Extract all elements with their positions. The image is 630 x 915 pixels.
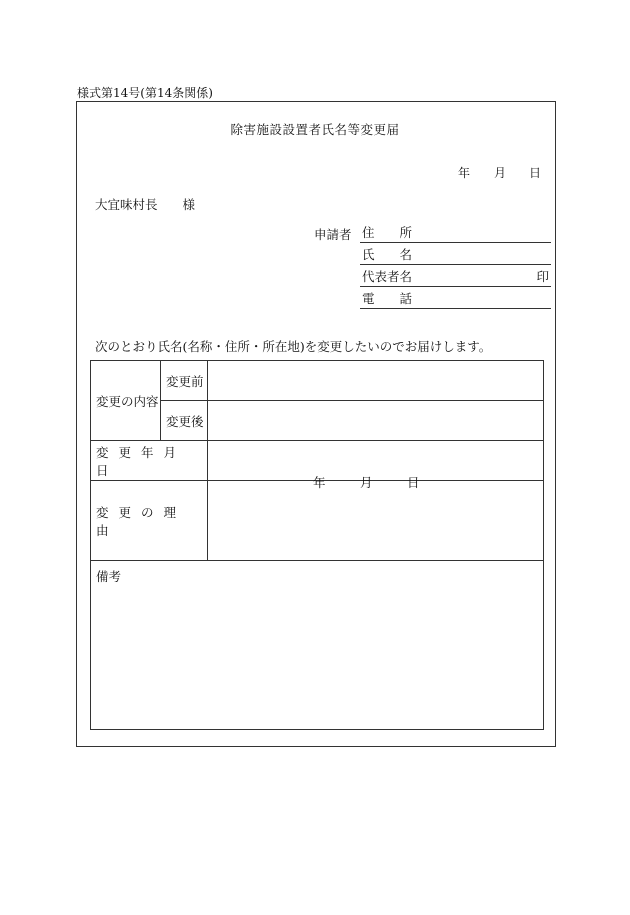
- date-month-label: 月: [494, 166, 507, 180]
- addressee: 大宜味村長 様: [95, 197, 196, 212]
- form-number: 様式第14号(第14条関係): [77, 86, 213, 100]
- table-row: [91, 441, 544, 481]
- applicant-label: 申請者: [314, 227, 352, 242]
- notice-text: 次のとおり氏名(名称・住所・所在地)を変更したいのでお届けします。: [95, 339, 492, 354]
- after-label: 変更後: [161, 401, 208, 441]
- before-label: 変更前: [161, 361, 208, 401]
- change-date-value-cell[interactable]: [208, 441, 544, 490]
- before-value-cell[interactable]: [208, 361, 544, 401]
- applicant-name-field[interactable]: [360, 245, 551, 265]
- change-date-day: 日: [407, 474, 420, 490]
- table-row: [91, 361, 544, 401]
- remarks-cell[interactable]: [91, 561, 544, 730]
- applicant-address-field[interactable]: [360, 223, 551, 243]
- date-year-label: 年: [458, 166, 471, 180]
- applicant-phone-label: 電 話: [362, 291, 413, 306]
- table-row: [91, 561, 544, 730]
- applicant-phone-field[interactable]: [360, 289, 551, 309]
- change-date-year: 年: [313, 474, 326, 490]
- reason-value-cell[interactable]: [208, 481, 544, 561]
- reason-label: 変更の理由: [91, 481, 208, 561]
- applicant-name-label: 氏 名: [362, 247, 413, 262]
- applicant-representative-label: 代表者名: [362, 269, 413, 284]
- change-content-label: 変更の内容: [91, 361, 161, 441]
- remarks-label: 備考: [96, 569, 122, 584]
- change-date-label: 変更年月日: [91, 441, 208, 481]
- table-row: [91, 481, 544, 561]
- applicant-representative-field[interactable]: [360, 267, 551, 287]
- applicant-address-label: 住 所: [362, 225, 413, 240]
- after-value-cell[interactable]: [208, 401, 544, 441]
- change-date-month: 月: [360, 474, 373, 490]
- seal-mark: 印: [536, 269, 549, 284]
- date-day-label: 日: [529, 166, 542, 180]
- form-title: 除害施設設置者氏名等変更届: [230, 122, 400, 137]
- change-table: [90, 360, 544, 730]
